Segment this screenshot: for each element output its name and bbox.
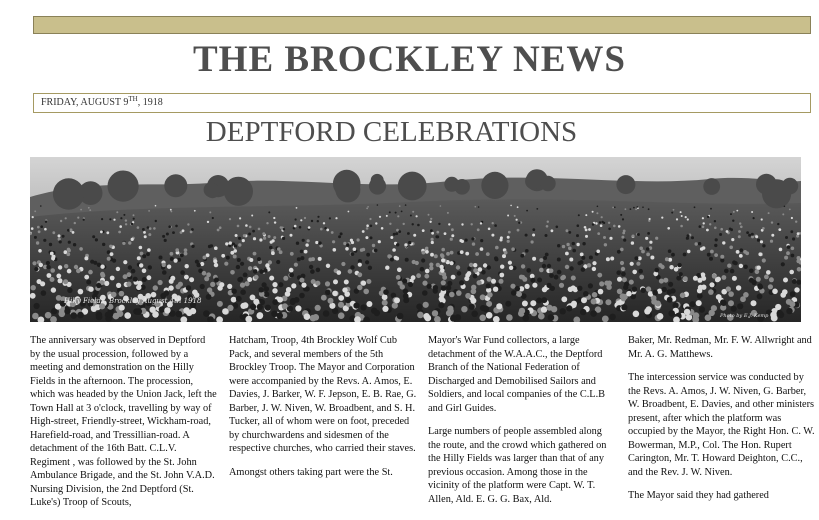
crowd-photo-drawing (30, 157, 801, 322)
article-column-2 (229, 334, 417, 489)
date-line (33, 93, 811, 113)
article-paragraph: The Mayor said they had gathered (628, 490, 769, 501)
photo-caption-left: Hilly Fields, Brockley August 4th 1918 (64, 297, 202, 305)
crowd-panorama-photo (30, 157, 801, 322)
date-prefix: FRIDAY, AUGUST 9 (41, 97, 129, 108)
article-paragraph: Mayor's War Fund collectors, a large detachment of the W.A.A.C., the Deptford Branch of the National Federation of Discharged and Demobilised Sailors and Soldiers, and local companies of the C.L.B and Girl Guides. (428, 335, 606, 414)
top-decorative-bar (33, 16, 811, 34)
date-year: , 1918 (137, 97, 163, 108)
masthead-title: THE BROCKLEY NEWS (193, 39, 626, 80)
article-column-1 (30, 334, 218, 520)
article-paragraph: Amongst others taking part were the St. (229, 466, 393, 478)
article-paragraph: Baker, Mr. Redman, Mr. F. W. Allwright and Mr. A. G. Matthews. (628, 335, 812, 360)
article-column-3 (428, 334, 616, 516)
article-paragraph: Hatcham, Troop, 4th Brockley Wolf Cub Pack, and several members of the 5th Brockley Troop. The Mayor and Corporation were accompanied by the Revs. A. Amos, E. Davies, J. Barker, W. F. Jepson, E. B. Rae, G. Barber, J. W. Niven, W. Broadbent, and S. H. Tucker, all of whom were on foot, preceded by churchwardens and sidesmen of the respective churches, who carried their staves. (229, 335, 417, 454)
article-headline: DEPTFORD CELEBRATIONS (205, 116, 578, 148)
article-paragraph: Large numbers of people assembled along the route, and the crowd which gathered on the Hilly Fields was larger than that of any previous occasion. Among those in the vicinity of the platform were Capt. W. T. Allen, Ald. E. G. G. Bax, Ald. (428, 426, 607, 505)
article-column-4 (628, 334, 816, 513)
photo-caption-right: Photo by E.J. Kemp (720, 313, 769, 319)
article-paragraph: The anniversary was observed in Deptford by the usual procession, followed by a meeting and demonstration on the Hilly Fields in the afternoon. The procession, which was headed by the Union Jack, left the Town Hall at 3 o'clock, travelling by way of High-street, Friendly-street, Wickham-road, Harefield-road, and Tressillian-road. A detachment of the 16th Batt. C.L.V. Regiment , was followed by the St. John Ambulance Brigade, and the St. John V.A.D. Nursing Division, the 2nd Deptford (St. Luke's) Troop of Scouts, (30, 335, 217, 508)
article-paragraph: The intercession service was conducted by the Revs. A. Amos, J. W. Niven, G. Barber, W. Broadbent, E. Davies, and other ministers present, after which the platform was occupied by the Mayor, the Right Hon. C. W. Bowerman, M.P., Col. The Hon. Rupert Carington, Mr. T. Howard Deighton, C.C., and the Rev. J. W. Niven. (628, 372, 815, 478)
date-suffix: TH (128, 95, 138, 103)
